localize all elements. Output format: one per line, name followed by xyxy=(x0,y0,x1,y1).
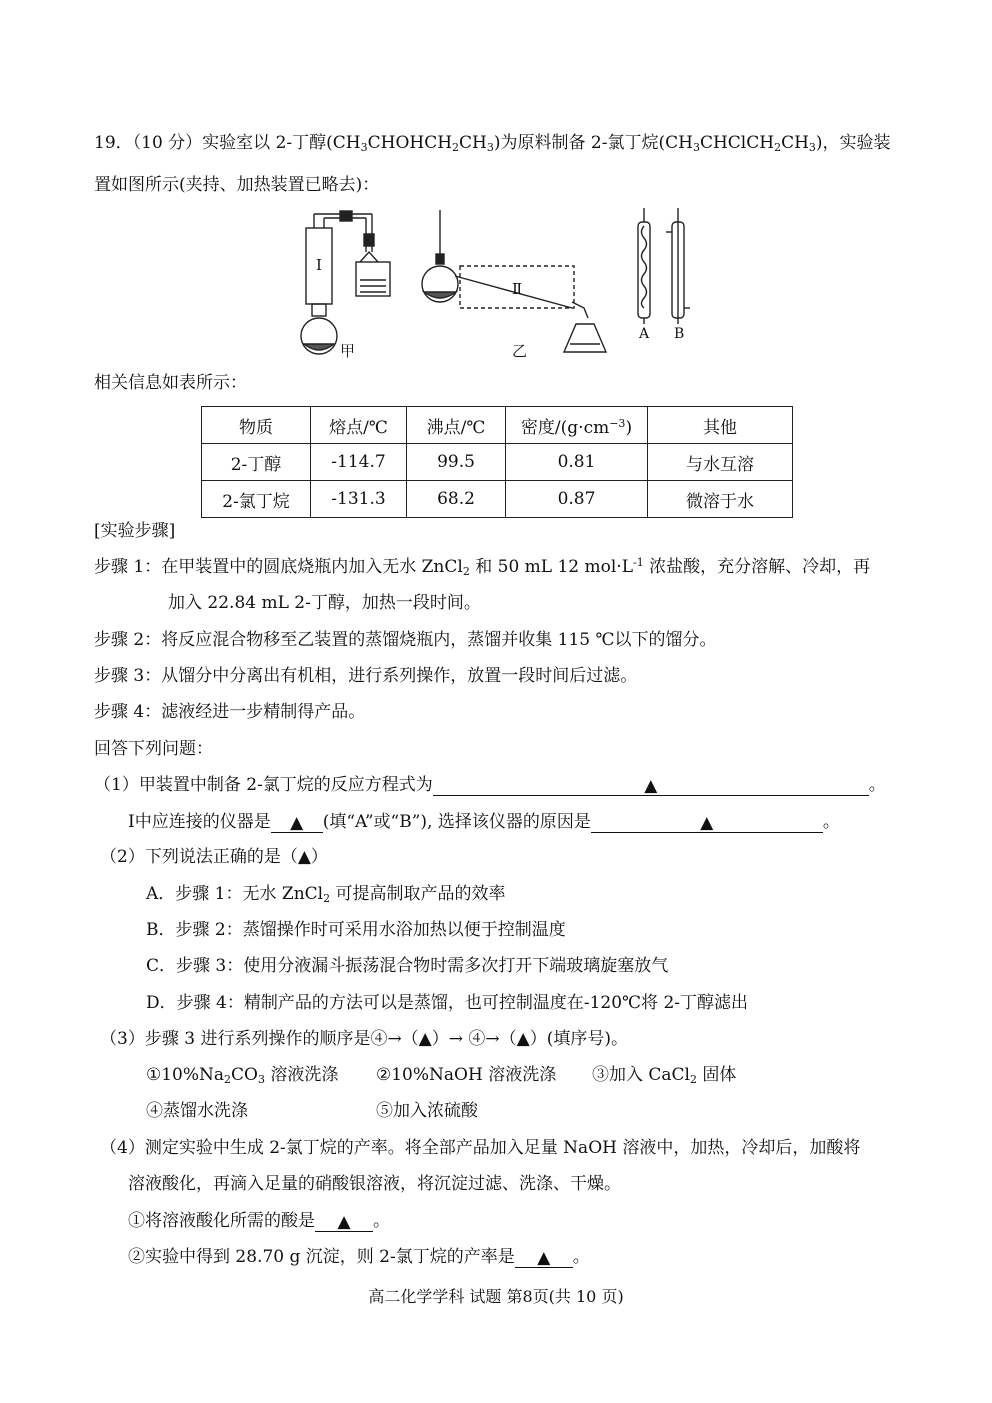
cell: 与水互溶 xyxy=(648,444,793,481)
step-3: 步骤 3：从馏分中分离出有机相，进行系列操作，放置一段时间后过滤。 xyxy=(94,666,638,686)
q4-sub-2: ②实验中得到 28.70 g 沉淀，则 2-氯丁烷的产率是 ▲ 。 xyxy=(128,1247,590,1268)
q3-option-1: $①10\%Na_2CO_3$ 溶液洗涤 xyxy=(146,1065,339,1086)
step-1-line-2: 加入 22.84 mL 2-丁醇，加热一段时间。 xyxy=(168,593,481,613)
step-1-line-1: 步骤 1：在甲装置中的圆底烧瓶内加入无水 ZnCl$_2$ 和 50 mL 12 $mol\cdot L^{-1}$ 浓盐酸，充分溶解、冷却，再 xyxy=(94,556,871,578)
header-melting-point: 熔点/℃ xyxy=(311,407,407,444)
steps-heading: [实验步骤] xyxy=(94,521,176,541)
cell: 2-丁醇 xyxy=(202,444,311,481)
answer-blank[interactable]: ▲ xyxy=(433,775,869,796)
cell: 0.87 xyxy=(506,481,648,518)
label-jia: 甲 xyxy=(340,342,356,360)
q3-options-row-2 xyxy=(146,1100,478,1122)
answer-blank[interactable]: ▲ xyxy=(315,1211,373,1232)
q4-line-2: 溶液酸化，再滴入足量的硝酸银溶液，将沉淀过滤、洗涤、干燥。 xyxy=(128,1174,621,1194)
cell: 微溶于水 xyxy=(648,481,793,518)
q2-option-A: A．步骤 1：无水 ZnCl$_2$ 可提高制取产品的效率 xyxy=(146,884,506,905)
condenser-B xyxy=(666,208,690,324)
step-4: 步骤 4：滤液经进一步精制得产品。 xyxy=(94,702,366,722)
table-row xyxy=(202,481,793,518)
apparatus-diagram xyxy=(300,204,700,360)
cell: -131.3 xyxy=(311,481,407,518)
table-header-row xyxy=(202,407,793,444)
header-density: 密度$/(g\cdot cm^{-3})$ xyxy=(506,407,648,444)
properties-table xyxy=(201,406,793,518)
page-footer: 高二化学学科 试题 第8页(共 10 页) xyxy=(368,1287,624,1306)
label-I: I xyxy=(316,256,322,274)
cell: 68.2 xyxy=(407,481,506,518)
q3-option-4: ④蒸馏水洗涤 xyxy=(146,1101,248,1121)
answer-blank[interactable]: ▲ xyxy=(591,812,823,833)
q3-title: （3）步骤 3 进行系列操作的顺序是④→（▲）→ ④→（▲）(填序号)。 xyxy=(100,1029,628,1049)
table-row xyxy=(202,444,793,481)
cell: 0.81 xyxy=(506,444,648,481)
apparatus-jia xyxy=(301,211,390,354)
q2-option-B: B．步骤 2：蒸馏操作时可采用水浴加热以便于控制温度 xyxy=(146,920,566,940)
q3-options-row-1 xyxy=(146,1064,737,1086)
answer-blank[interactable]: ▲ xyxy=(271,812,323,833)
q2-option-D: D．步骤 4：精制产品的方法可以是蒸馏，也可控制温度在-120℃将 2-丁醇滤出 xyxy=(146,993,749,1013)
cell: 2-氯丁烷 xyxy=(202,481,311,518)
label-B: B xyxy=(674,326,685,342)
label-II: Ⅱ xyxy=(512,280,523,298)
condenser-A xyxy=(638,208,650,324)
label-yi: 乙 xyxy=(512,342,528,360)
q1-line-2: I中应连接的仪器是 ▲ (填“A”或“B”), 选择该仪器的原因是 ▲ 。 xyxy=(128,812,840,833)
answer-intro: 回答下列问题： xyxy=(94,739,213,759)
header-boiling-point: 沸点/℃ xyxy=(407,407,506,444)
q3-option-3: ③加入 CaCl$_2$ 固体 xyxy=(592,1065,737,1086)
cell: -114.7 xyxy=(311,444,407,481)
q1-line-1: （1）甲装置中制备 2-氯丁烷的反应方程式为 ▲ 。 xyxy=(94,775,886,796)
answer-blank[interactable]: ▲ xyxy=(515,1247,573,1268)
q2-title: （2）下列说法正确的是（▲） xyxy=(100,847,328,867)
question-line-1: 19．（10 分）实验室以 2-丁醇$(CH_3CHOHCH_2CH_3)$为原料制备 2-氯丁烷$(CH_3CHClCH_2CH_3)$，实验装 xyxy=(94,133,891,154)
q3-option-2: ②10%NaOH 溶液洗涤 xyxy=(376,1065,557,1085)
label-A: A xyxy=(639,326,650,342)
question-line-2: 置如图所示(夹持、加热装置已略去)： xyxy=(94,175,380,195)
header-substance: 物质 xyxy=(202,407,311,444)
q4-line-1: （4）测定实验中生成 2-氯丁烷的产率。将全部产品加入足量 NaOH 溶液中，加热，冷却后，加酸将 xyxy=(100,1138,861,1158)
cell: 99.5 xyxy=(407,444,506,481)
header-other: 其他 xyxy=(648,407,793,444)
q2-option-C: C．步骤 3：使用分液漏斗振荡混合物时需多次打开下端玻璃旋塞放气 xyxy=(146,956,669,976)
q4-sub-1: ①将溶液酸化所需的酸是 ▲ 。 xyxy=(128,1211,390,1232)
step-2: 步骤 2：将反应混合物移至乙装置的蒸馏烧瓶内，蒸馏并收集 115 ℃以下的馏分。 xyxy=(94,630,717,650)
table-intro: 相关信息如表所示： xyxy=(94,373,247,393)
q3-option-5: ⑤加入浓硫酸 xyxy=(376,1101,478,1121)
